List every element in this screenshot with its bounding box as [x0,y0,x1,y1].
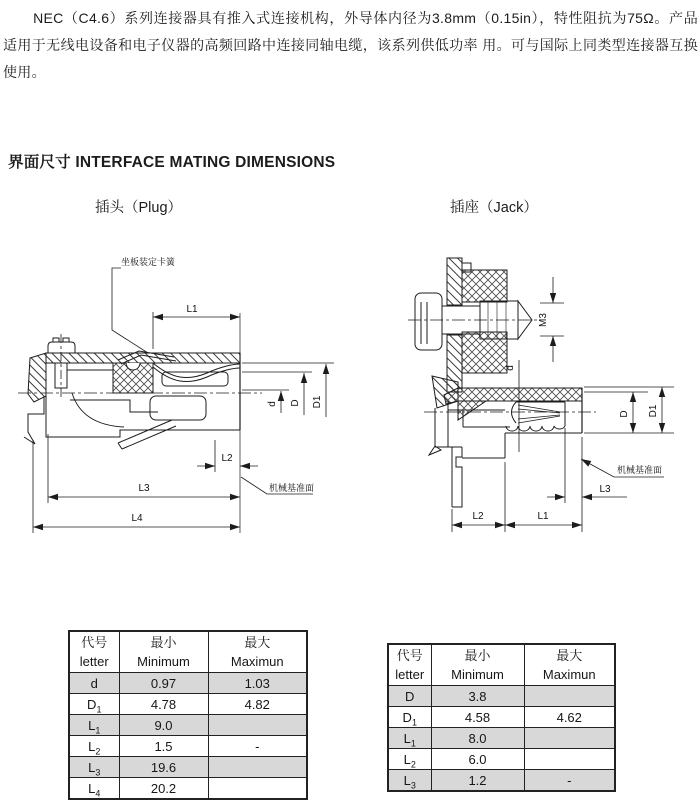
cell-max: - [524,770,615,792]
plug-callout-clip: 坐板装定卡簧 [121,257,176,267]
jack-dim-label-D: D [619,410,630,418]
jack-dim-label-m3: M3 [538,313,549,327]
jack-body-drawing [408,258,596,507]
cell-letter: $L_3$ [69,757,119,778]
cell-max: 4.62 [524,707,615,728]
jack-dim-label-l3: L3 [599,484,611,495]
cell-letter: $L_1$ [388,728,431,749]
cell-min: 4.58 [431,707,524,728]
jack-dim-label-d: d [505,365,516,371]
table-header-row [388,644,615,686]
cell-letter: $L_3$ [388,770,431,792]
section-heading-cn: 界面尺寸 [8,154,71,171]
cell-max [208,757,307,778]
table-row [69,778,307,800]
cell-letter: $D_1$ [388,707,431,728]
table-row [69,715,307,736]
cell-max: 4.82 [208,694,307,715]
table-row [388,686,615,707]
jack-dim-label-l1: L1 [537,511,549,522]
plug-cross-section-diagram [10,240,355,540]
plug-dimensions-table [68,630,308,800]
section-heading [8,150,335,172]
table-row [388,749,615,770]
table-row [69,694,307,715]
intro-paragraph: NEC（C4.6）系列连接器具有推入式连接机构，外导体内径为3.8mm（0.15in），特性阻抗为75Ω。产品适用于无线电设备和电子仪器的高频回路中连接同轴电缆，该系列供低功率 用。可与国际上同类型连接器互换使用。 [3,10,698,80]
cell-letter: $L_2$ [69,736,119,757]
cell-min: 3.8 [431,686,524,707]
table-row [388,770,615,792]
plug-dim-label-D: D [290,399,301,407]
plug-dim-label-d: d [267,401,278,407]
header-maximum: 最大 Maximun [208,631,307,673]
plug-diagram-title: 插头（Plug） [95,200,183,216]
cell-min: 9.0 [119,715,208,736]
cell-letter: D [388,686,431,707]
cell-min: 20.2 [119,778,208,800]
table-row [69,736,307,757]
jack-dim-label-l2: L2 [472,511,484,522]
plug-dim-label-D1: D1 [312,395,323,409]
jack-diagram-title: 插座（Jack） [450,200,538,216]
cell-min: 4.78 [119,694,208,715]
plug-dim-label-l3: L3 [138,483,150,494]
plug-dim-label-l1: L1 [186,304,198,315]
cell-letter: $D_1$ [69,694,119,715]
cell-letter: $L_4$ [69,778,119,800]
jack-dimension-lines [452,277,674,532]
plug-body-drawing [18,313,262,533]
header-letter: 代号 letter [69,631,119,673]
header-minimum: 最小 Minimum [119,631,208,673]
header-letter: 代号 letter [388,644,431,686]
cell-max [524,728,615,749]
cell-min: 1.2 [431,770,524,792]
plug-callout-datum: 机械基准面 [269,483,315,493]
plug-dim-label-l4: L4 [131,513,143,524]
cell-max: 1.03 [208,673,307,694]
cell-max: - [208,736,307,757]
section-heading-en: INTERFACE MATING DIMENSIONS [75,154,336,171]
table-header-row [69,631,307,673]
cell-min: 6.0 [431,749,524,770]
cell-max [524,686,615,707]
table-row [69,673,307,694]
cell-letter: d [69,673,119,694]
cell-letter: $L_1$ [69,715,119,736]
table-row [388,728,615,749]
jack-cross-section-diagram [400,230,700,540]
cell-letter: $L_2$ [388,749,431,770]
cell-max [208,715,307,736]
jack-dimensions-table [387,643,616,792]
cell-min: 19.6 [119,757,208,778]
table-row [388,707,615,728]
cell-max [524,749,615,770]
cell-min: 8.0 [431,728,524,749]
header-maximum: 最大 Maximun [524,644,615,686]
header-minimum: 最小 Minimum [431,644,524,686]
jack-callout-datum: 机械基准面 [617,465,663,475]
cell-min: 1.5 [119,736,208,757]
jack-dim-label-D1: D1 [648,404,659,418]
cell-max [208,778,307,800]
cell-min: 0.97 [119,673,208,694]
table-row [69,757,307,778]
plug-dim-label-l2: L2 [221,453,233,464]
